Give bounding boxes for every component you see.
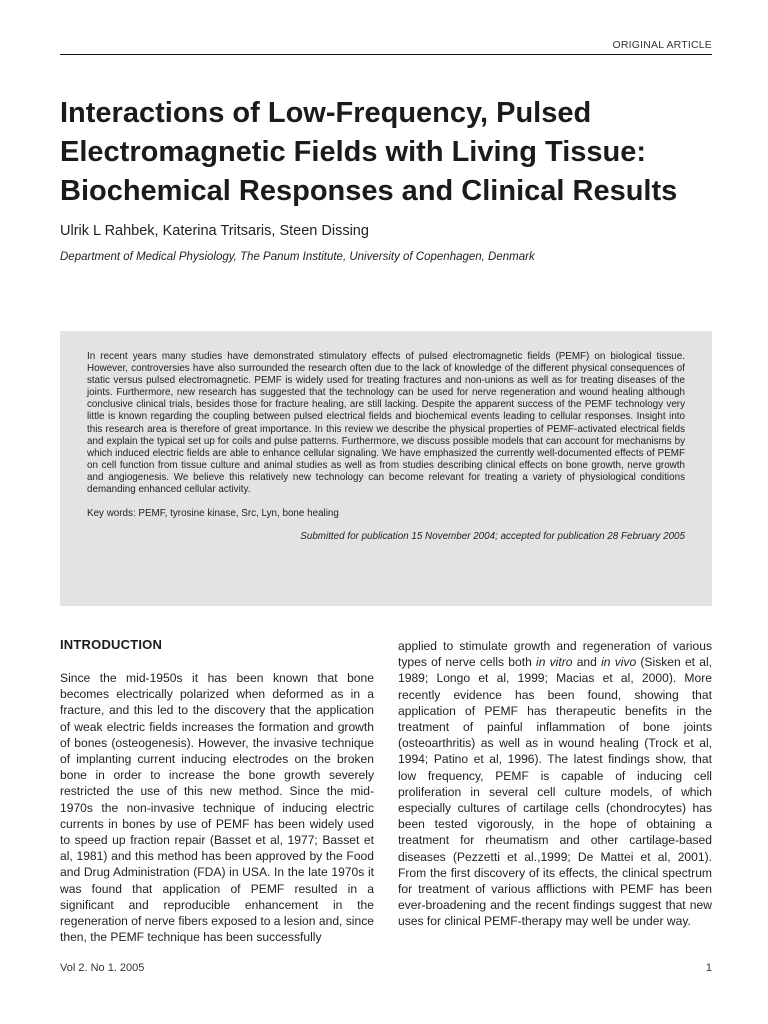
abstract-box (60, 331, 712, 606)
title-line: Interactions of Low-Frequency, Pulsed (60, 97, 592, 129)
italic-term: in vivo (601, 655, 637, 670)
section-heading: INTRODUCTION (60, 637, 163, 652)
paragraph: Since the mid-1950s it has been known that bone becomes electrically polarized when deformed as in a fracture, and this led to the discovery that the application of weak electric fields increases the formation and growth of bones (osteogenesis). However, the invasive technique of implanting current inducing electrodes on the broken bone in order to increase the bone growth severely restricted the use of this new method. Since the mid-1970s the non-invasive technique of inducing electric currents in bones by use of PEMF has been widely used to speed up fraction repair (Basset et al, 1977; Basset et al, 1981) and this method has been approved by the Food and Drug Administration (FDA) in USA. In the late 1970s it was found that application of PEMF resulted in a significant and reproducible enhancement in the regeneration of nerve fibers exposed to a lesion and, since then, the PEMF technique has been successfully (60, 671, 374, 945)
text-run: and (572, 655, 602, 670)
section-label: ORIGINAL ARTICLE (612, 39, 712, 51)
submission-dates: Submitted for publication 15 November 2004; accepted for publication 28 February 2005 (300, 531, 685, 543)
title-line: Electromagnetic Fields with Living Tissue: (60, 136, 647, 168)
affiliation: Department of Medical Physiology, The Panum Institute, University of Copenhagen, Denmark (60, 251, 535, 263)
abstract-text: In recent years many studies have demonstrated stimulatory effects of pulsed electromagnetic fields (PEMF) on biological tissue. However, controversies have also surrounded the research often due to the lack of knowledge of the different physical consequences of static versus pulsed electromagnetic. PEMF is widely used for treating fractures and non-unions as well as for treating diseases of the joints. Furthermore, new research has suggested that the technology can be used for nerve regeneration and wound healing although conclusive clinical trials, besides those for fracture healing, are still lacking. Despite the apparent success of the PEMF technology very little is known regarding the coupling between pulsed electrical fields and biochemical events leading to cellular responses. Insight into this research area is therefore of great importance. In this review we describe the physical properties of PEMF-activated electrical fields and explain the typical set up for coils and pulse patterns. Furthermore, we discuss possible models that can account for mechanisms by which induced electric fields are able to enhance cellular signaling. We have emphasized the currently well-documented effects of PEMF on cell function from tissue culture and animal studies as well as from studies describing clinical effects on bone growth, nerve growth and angiogenesis. We believe this relatively new technology can become relevant for treating a variety of physiological conditions demanding enhanced cellular activity. (87, 351, 685, 496)
page-number: 1 (705, 962, 712, 974)
keywords: Key words: PEMF, tyrosine kinase, Src, Lyn, bone healing (87, 508, 339, 520)
article-title (60, 94, 720, 211)
italic-term: in vitro (536, 655, 573, 670)
authors: Ulrik L Rahbek, Katerina Tritsaris, Steen Dissing (60, 223, 369, 239)
text-run: (Sisken et al, 1989; Longo et al, 1999; Macias et al, 2000). More recently evidence has been found, showing that application of PEMF has therapeutic benefits in the treatment of painful inflammation of bone joints (osteoarthritis) as well as in wound healing (Trock et al, 1994; Patino et al, 1996). The latest findings show, that low frequency, PEMF is capable of inducing cell proliferation in several cell culture models, of which especially cultures of cartilage cells (chondrocytes) has been tested vigorously, in the hope of obtaining a treatment for rheumatism and other cartilage-based diseases (Pezzetti et al.,1999; De Mattei et al, 2001). From the first discovery of its effects, the clinical spectrum for treatment of various afflictions with PEMF has been ever-broadening and the recent findings suggest that new uses for clinical PEMF-therapy may well be under way. (398, 655, 713, 929)
body-column-left (60, 670, 374, 945)
paragraph (398, 638, 712, 930)
title-line: Biochemical Responses and Clinical Results (60, 175, 678, 207)
header-rule (60, 54, 712, 55)
text-run: applied to stimulate growth and regeneration of various types of nerve cells both (398, 639, 712, 670)
footer-volume: Vol 2. No 1. 2005 (60, 962, 145, 974)
body-column-right (398, 638, 712, 930)
